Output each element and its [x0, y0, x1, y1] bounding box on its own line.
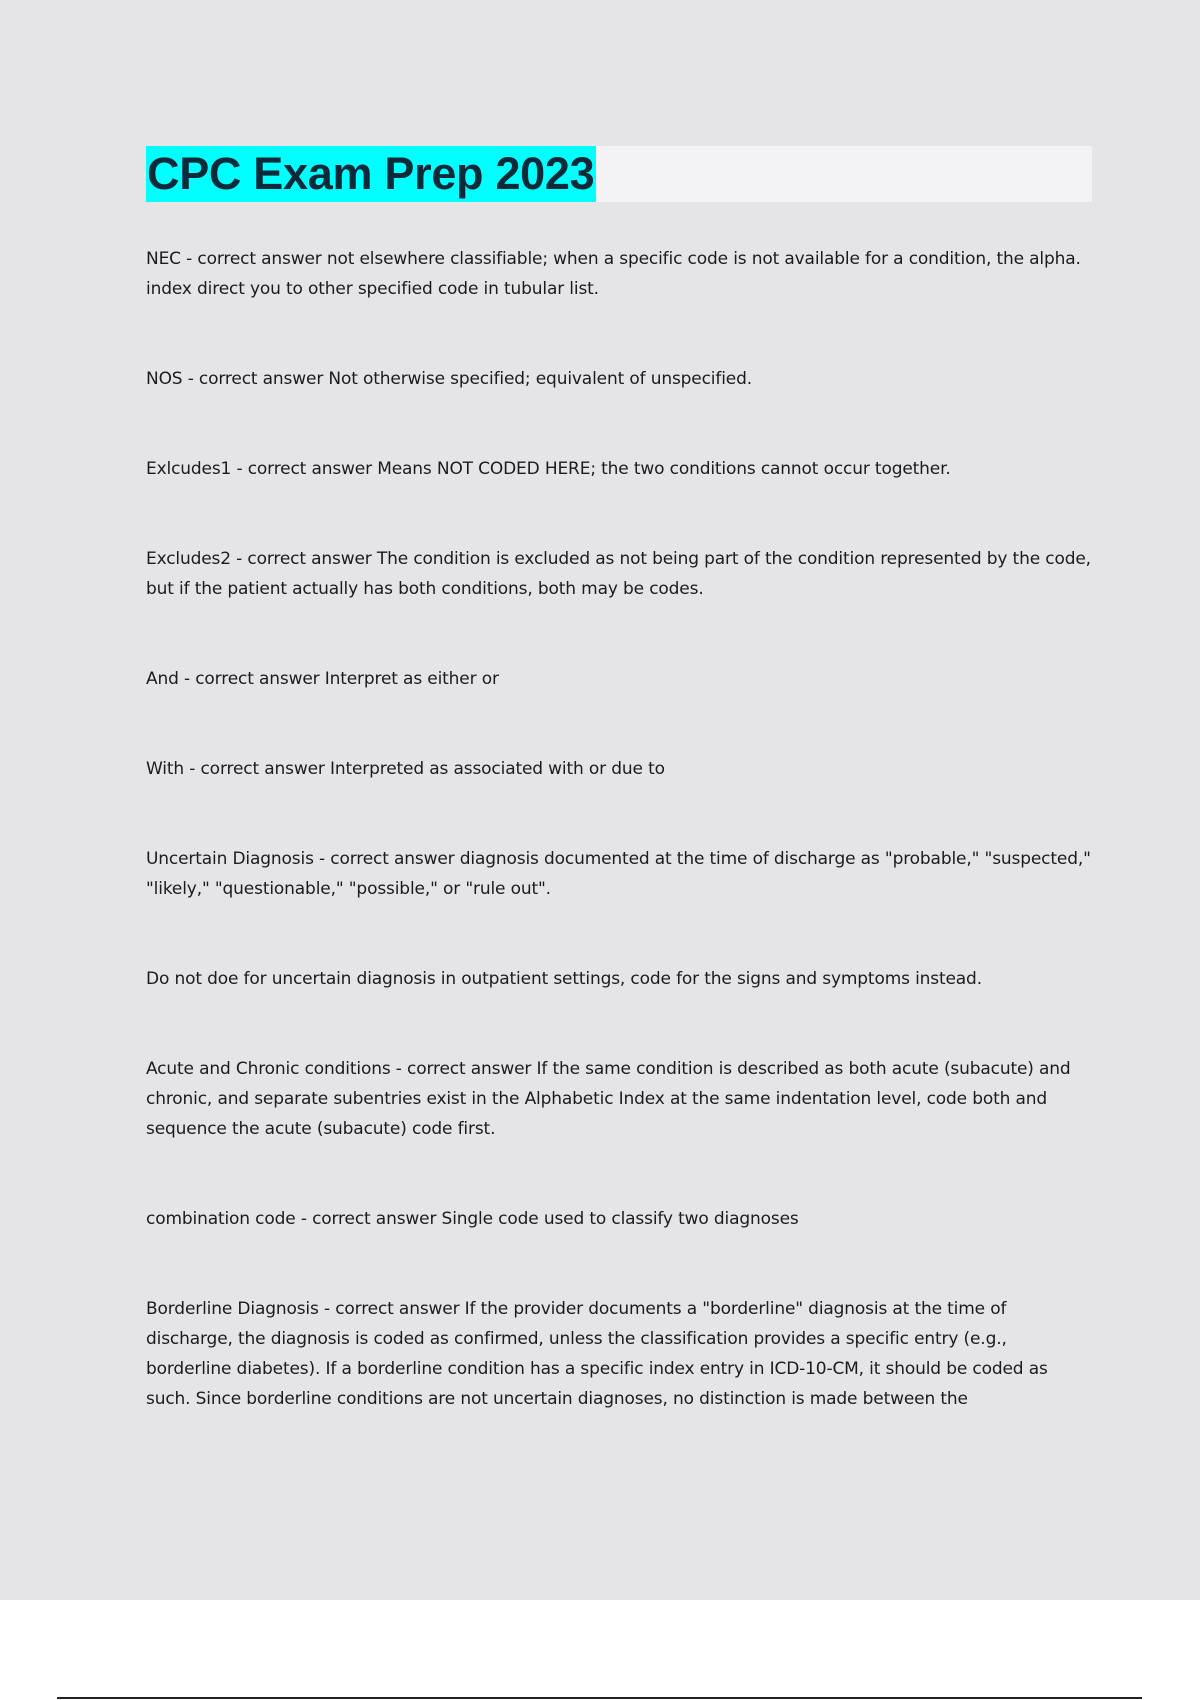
entry-combination-code: combination code - correct answer Single code used to classify two diagnoses: [146, 1209, 799, 1229]
entry-borderline-diagnosis: Borderline Diagnosis - correct answer If the provider documents a "borderline" diagnosis at the time of discharge, the diagnosis is coded as confirmed, unless the classification provides a specific entry (e.g., borderline diabetes). If a borderline condition has a specific index entry in ICD-10-CM, it should be coded as such. Since borderline conditions are not uncertain diagnoses, no distinction is made between the: [146, 1299, 1048, 1409]
entry-excludes1: Exlcudes1 - correct answer Means NOT CODED HERE; the two conditions cannot occur together.: [146, 459, 951, 479]
footer-rule: [57, 1697, 1142, 1699]
entry-uncertain-outpatient-note: Do not doe for uncertain diagnosis in outpatient settings, code for the signs and symptoms instead.: [146, 969, 982, 989]
entry-and: And - correct answer Interpret as either or: [146, 669, 499, 689]
document-title: CPC Exam Prep 2023: [146, 146, 596, 202]
entry-nec: NEC - correct answer not elsewhere classifiable; when a specific code is not available for a condition, the alpha. index direct you to other specified code in tubular list.: [146, 249, 1081, 299]
entry-nos: NOS - correct answer Not otherwise specified; equivalent of unspecified.: [146, 369, 752, 389]
entry-list: [146, 244, 1092, 1414]
entry-uncertain-diagnosis: Uncertain Diagnosis - correct answer diagnosis documented at the time of discharge as "probable," "suspected," "likely," "questionable," "possible," or "rule out".: [146, 849, 1091, 899]
entry-with: With - correct answer Interpreted as associated with or due to: [146, 759, 665, 779]
entry-acute-chronic: Acute and Chronic conditions - correct answer If the same condition is described as both acute (subacute) and chronic, and separate subentries exist in the Alphabetic Index at the same indentation level, code both and sequence the acute (subacute) code first.: [146, 1059, 1071, 1139]
entry-excludes2: Excludes2 - correct answer The condition is excluded as not being part of the condition represented by the code, but if the patient actually has both conditions, both may be codes.: [146, 549, 1091, 599]
